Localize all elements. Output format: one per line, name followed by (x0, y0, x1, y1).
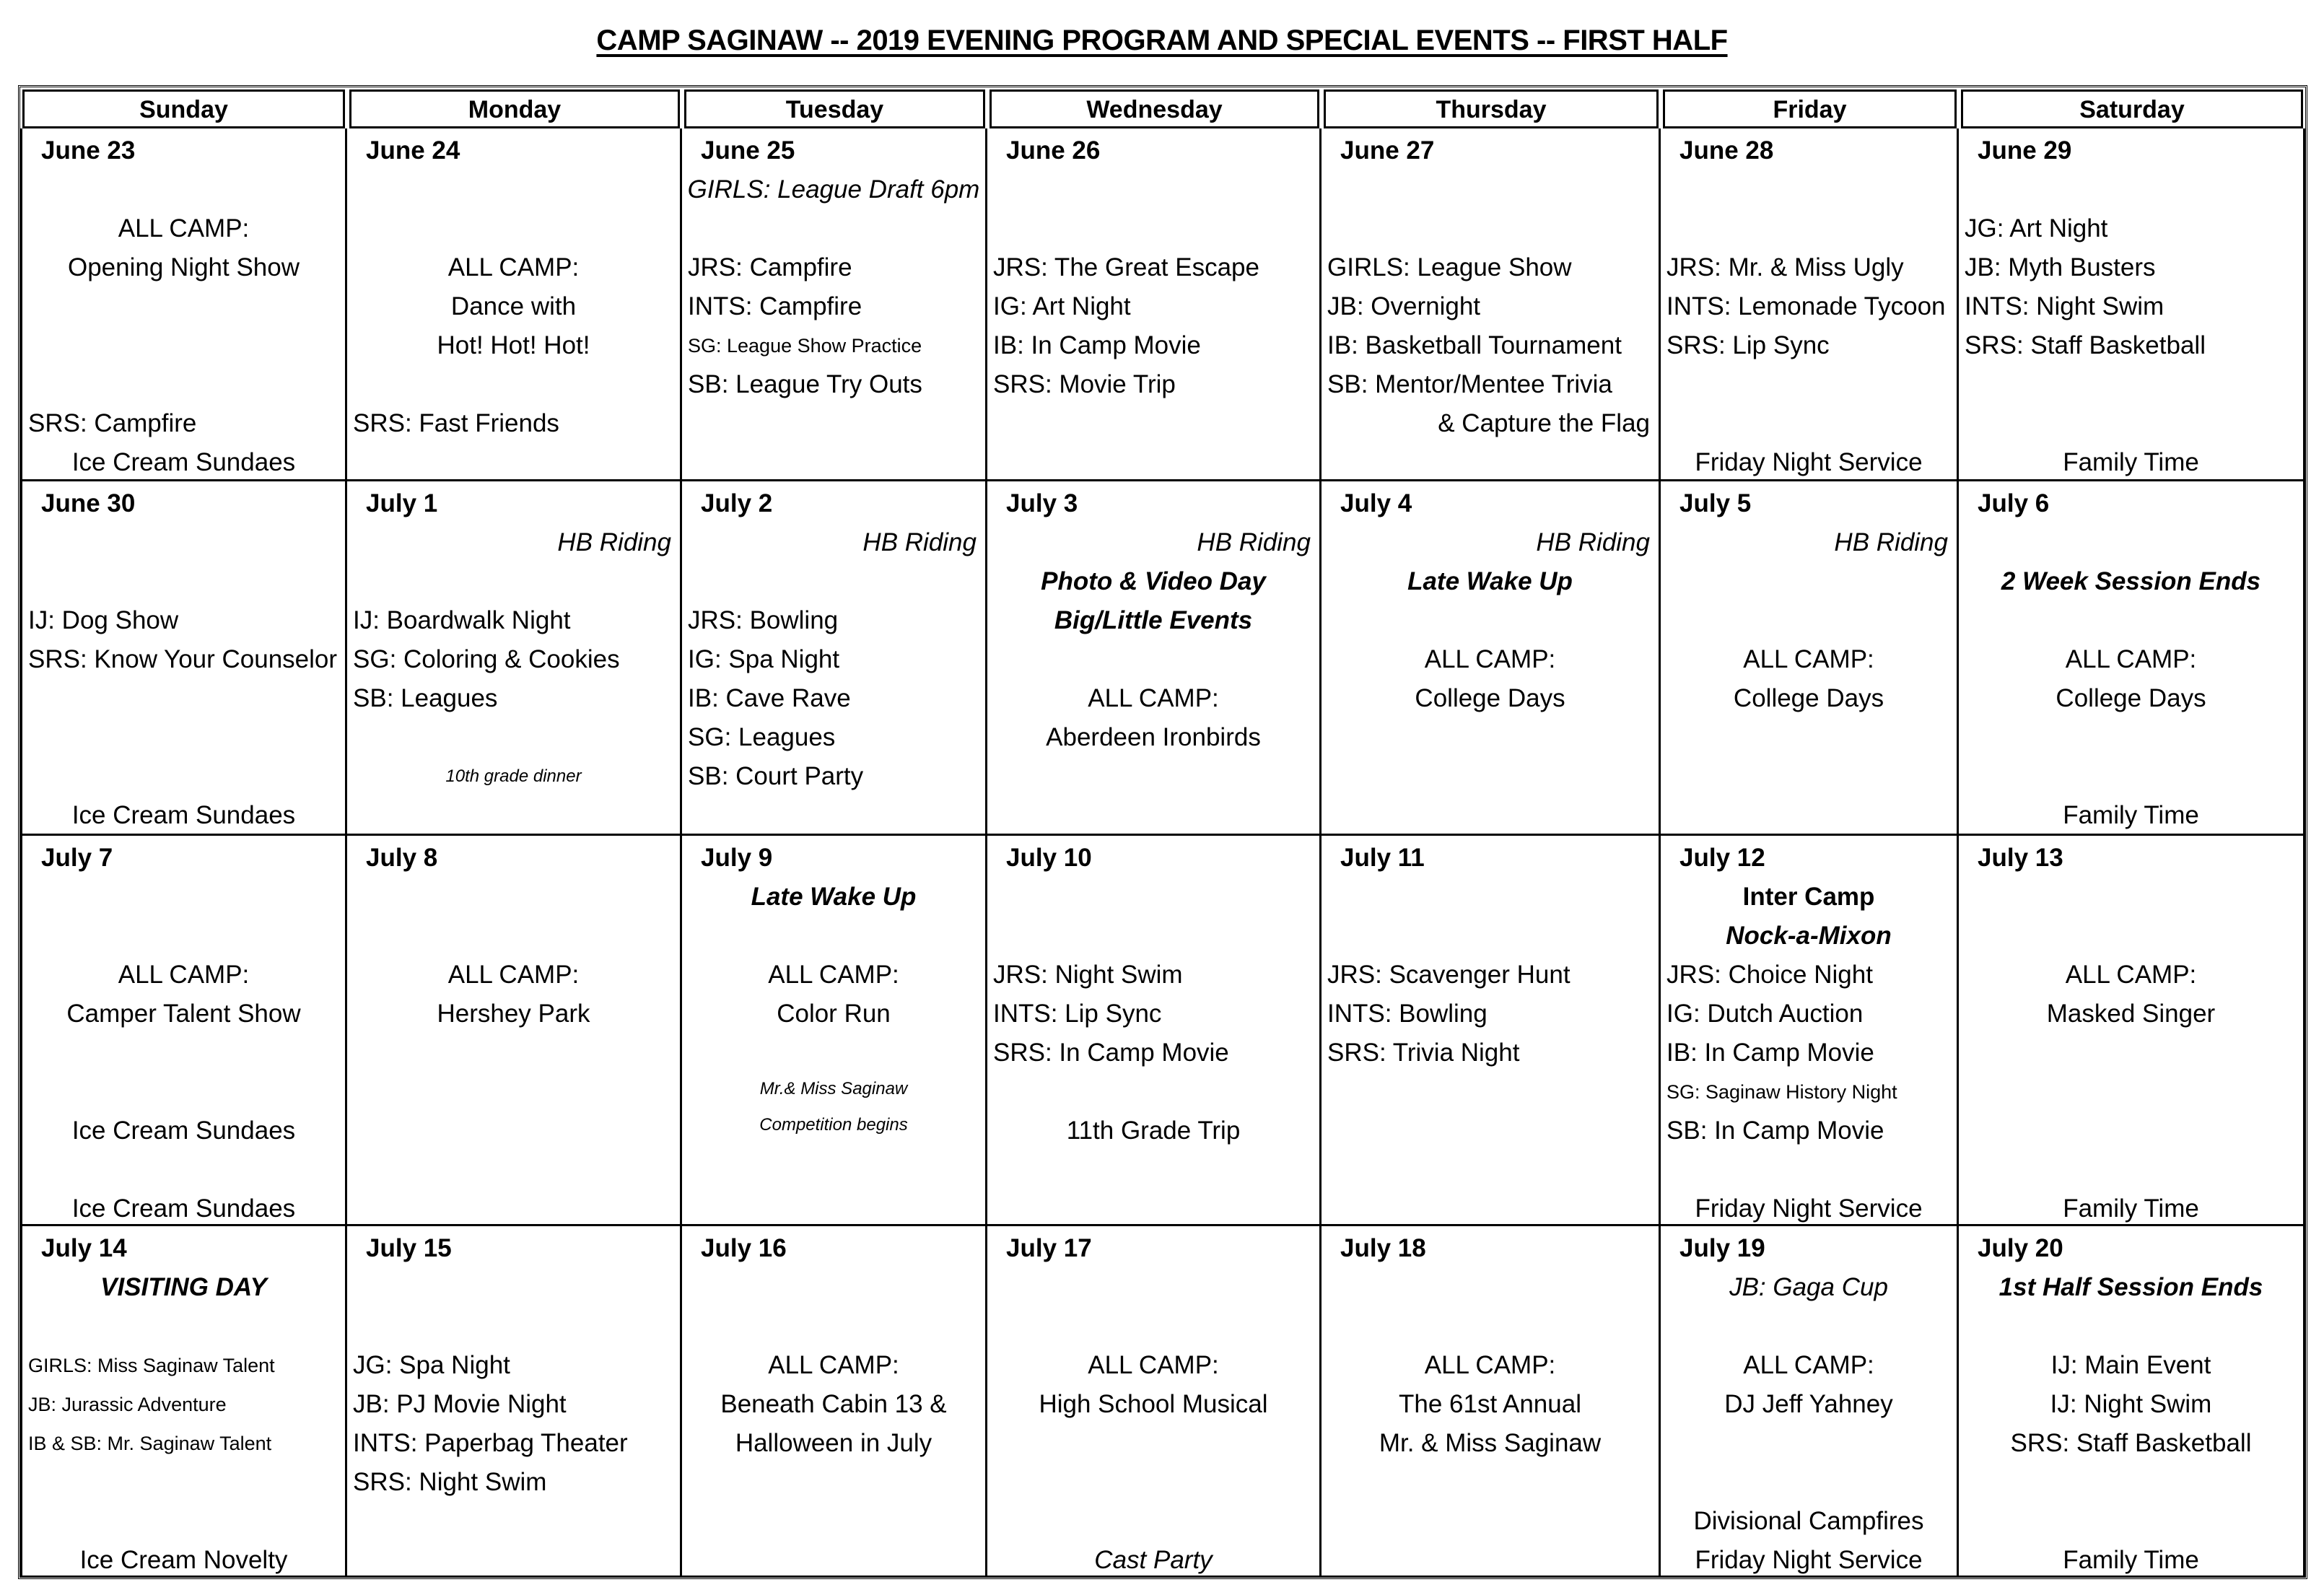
event-line: SRS: Movie Trip (993, 370, 1176, 398)
day-cell (1322, 481, 1661, 836)
event-line: HB Riding (557, 528, 671, 556)
event-line: HB Riding (1197, 528, 1311, 556)
event-line: Family Time (2063, 801, 2199, 829)
day-cell (1322, 128, 1661, 481)
event-line: Inter Camp (1742, 883, 1875, 911)
event-line: SB: Mentor/Mentee Trivia (1327, 370, 1612, 398)
day-cell (347, 128, 682, 481)
event-line: Ice Cream Sundaes (71, 801, 296, 829)
event-line: INTS: Campfire (688, 292, 862, 320)
event-line: IB: Cave Rave (688, 684, 851, 712)
event-line: SRS: Fast Friends (353, 409, 559, 437)
event-line: The 61st Annual (1399, 1390, 1581, 1418)
event-line: JRS: Mr. & Miss Ugly (1666, 253, 1904, 281)
event-line: Hershey Park (437, 1000, 590, 1028)
event-line: Beneath Cabin 13 & (720, 1390, 947, 1418)
day-header-saturday: Saturday (1961, 89, 2303, 128)
day-cell (1661, 836, 1959, 1226)
event-line: ALL CAMP: (2065, 961, 2197, 989)
day-cell (20, 128, 347, 481)
day-header-monday: Monday (349, 89, 680, 128)
day-header-sunday: Sunday (22, 89, 345, 128)
event-line: ALL CAMP: (2065, 645, 2197, 673)
day-cell (682, 128, 987, 481)
event-line: SRS: Staff Basketball (1965, 331, 2206, 359)
day-date: June 26 (1006, 136, 1101, 165)
event-line: Opening Night Show (67, 253, 300, 281)
event-line: VISITING DAY (100, 1273, 267, 1301)
event-line: High School Musical (1039, 1390, 1268, 1418)
day-cell (1959, 836, 2305, 1226)
event-line: Mr. & Miss Saginaw (1379, 1429, 1602, 1457)
event-line: SB: Leagues (353, 684, 498, 712)
day-cell (682, 481, 987, 836)
day-cell (20, 481, 347, 836)
event-line: JRS: Choice Night (1666, 961, 1873, 989)
day-cell (20, 1226, 347, 1578)
day-cell (20, 836, 347, 1226)
event-line: JG: Art Night (1965, 214, 2108, 242)
day-header-tuesday: Tuesday (684, 89, 985, 128)
event-line: JRS: Scavenger Hunt (1327, 961, 1571, 989)
event-line: IJ: Main Event (2050, 1351, 2211, 1379)
event-line: SRS: Lip Sync (1666, 331, 1830, 359)
event-line: JRS: Night Swim (993, 961, 1183, 989)
event-line: ALL CAMP: (447, 253, 580, 281)
event-line: 2 Week Session Ends (2001, 567, 2261, 595)
event-line: Cast Party (1094, 1546, 1213, 1574)
event-line: SRS: Trivia Night (1327, 1039, 1520, 1067)
event-line: Camper Talent Show (66, 1000, 301, 1028)
event-line: SRS: In Camp Movie (993, 1039, 1229, 1067)
event-line: SRS: Night Swim (353, 1468, 547, 1496)
event-line: JRS: Bowling (688, 606, 839, 634)
event-line: Mr.& Miss Saginaw (759, 1079, 908, 1098)
event-line: ALL CAMP: (447, 961, 580, 989)
event-line: IG: Dutch Auction (1666, 1000, 1864, 1028)
event-line: Masked Singer (2046, 1000, 2216, 1028)
event-line: ALL CAMP: (768, 1351, 899, 1379)
event-line: JB: Overnight (1327, 292, 1481, 320)
day-date: June 30 (41, 489, 136, 517)
event-line: IJ: Dog Show (28, 606, 179, 634)
event-line: Ice Cream Sundaes (71, 1116, 296, 1145)
event-line: Nock-a-Mixon (1726, 922, 1892, 950)
day-date: July 8 (366, 844, 438, 872)
event-line: JB: Gaga Cup (1729, 1273, 1888, 1301)
event-line: SRS: Staff Basketball (2010, 1429, 2252, 1457)
event-line: HB Riding (862, 528, 977, 556)
event-line: INTS: Night Swim (1965, 292, 2164, 320)
event-line: Photo & Video Day (1041, 567, 1266, 595)
event-line: IG: Art Night (993, 292, 1131, 320)
event-line: INTS: Bowling (1327, 1000, 1488, 1028)
event-line: Friday Night Service (1695, 1546, 1923, 1574)
event-line: Competition begins (759, 1114, 908, 1135)
event-line: HB Riding (1536, 528, 1650, 556)
day-date: June 29 (1978, 136, 2072, 165)
event-line: JB: Jurassic Adventure (28, 1394, 227, 1415)
event-line: IB & SB: Mr. Saginaw Talent (28, 1433, 272, 1454)
event-line: IB: Basketball Tournament (1327, 331, 1622, 359)
event-line: ALL CAMP: (1424, 645, 1556, 673)
event-line: IB: In Camp Movie (1666, 1039, 1874, 1067)
day-date: July 5 (1679, 489, 1752, 517)
page-title: CAMP SAGINAW -- 2019 EVENING PROGRAM AND SPECIAL EVENTS -- FIRST HALF (596, 25, 1728, 56)
day-cell (987, 1226, 1322, 1578)
day-cell (1959, 1226, 2305, 1578)
day-date: July 10 (1006, 844, 1092, 872)
day-date: June 28 (1679, 136, 1774, 165)
event-line: ALL CAMP: (1088, 1351, 1219, 1379)
day-date: July 16 (701, 1234, 787, 1262)
event-line: Friday Night Service (1695, 448, 1923, 476)
event-line: Family Time (2063, 1546, 2199, 1574)
event-line: College Days (1415, 684, 1565, 712)
event-line: SB: Court Party (688, 762, 864, 790)
event-line: ALL CAMP: (1743, 1351, 1874, 1379)
event-line: IJ: Boardwalk Night (353, 606, 571, 634)
day-cell (1959, 481, 2305, 836)
event-line: Hot! Hot! Hot! (437, 331, 590, 359)
event-line: DJ Jeff Yahney (1724, 1390, 1893, 1418)
event-line: 1st Half Session Ends (1998, 1273, 2263, 1301)
event-line: College Days (2056, 684, 2206, 712)
event-line: Divisional Campfires (1693, 1507, 1924, 1535)
event-line: 11th Grade Trip (1066, 1116, 1241, 1145)
event-line: Dance with (450, 292, 577, 320)
event-line: 10th grade dinner (445, 766, 582, 786)
event-line: Friday Night Service (1695, 1194, 1923, 1223)
event-line: ALL CAMP: (768, 961, 899, 989)
day-date: July 6 (1978, 489, 2050, 517)
day-cell (347, 836, 682, 1226)
event-line: ALL CAMP: (1743, 645, 1874, 673)
event-line: GIRLS: League Show (1327, 253, 1572, 281)
event-line: SG: Saginaw History Night (1666, 1081, 1897, 1103)
event-line: SRS: Campfire (28, 409, 197, 437)
event-line: ALL CAMP: (118, 961, 250, 989)
event-line: SB: League Try Outs (688, 370, 922, 398)
day-date: July 7 (41, 844, 113, 872)
day-date: June 23 (41, 136, 136, 165)
event-line: SG: Coloring & Cookies (353, 645, 620, 673)
event-line: HB Riding (1834, 528, 1948, 556)
day-date: June 24 (366, 136, 460, 165)
event-line: Family Time (2063, 1194, 2199, 1223)
day-date: July 19 (1679, 1234, 1765, 1262)
event-line: JB: Myth Busters (1965, 253, 2156, 281)
day-cell (1661, 481, 1959, 836)
day-cell (1959, 128, 2305, 481)
event-line: IB: In Camp Movie (993, 331, 1201, 359)
day-date: July 17 (1006, 1234, 1092, 1262)
event-line: JRS: Campfire (688, 253, 852, 281)
event-line: Late Wake Up (751, 883, 917, 911)
day-cell (1322, 1226, 1661, 1578)
event-line: Ice Cream Novelty (79, 1546, 288, 1574)
event-line: Big/Little Events (1054, 606, 1253, 634)
event-line: Halloween in July (735, 1429, 932, 1457)
day-cell (987, 481, 1322, 836)
event-line: INTS: Paperbag Theater (353, 1429, 628, 1457)
event-line: SRS: Know Your Counselor (28, 645, 338, 673)
event-line: IJ: Night Swim (2050, 1390, 2212, 1418)
day-cell (682, 1226, 987, 1578)
event-line: INTS: Lip Sync (993, 1000, 1162, 1028)
day-date: July 18 (1340, 1234, 1426, 1262)
day-date: July 13 (1978, 844, 2063, 872)
day-date: July 15 (366, 1234, 452, 1262)
event-line: GIRLS: Miss Saginaw Talent (28, 1355, 275, 1376)
event-line: IG: Spa Night (688, 645, 840, 673)
day-header-wednesday: Wednesday (990, 89, 1319, 128)
event-line: SB: In Camp Movie (1666, 1116, 1884, 1145)
day-cell (682, 836, 987, 1226)
event-line: ALL CAMP: (1088, 684, 1219, 712)
event-line: ALL CAMP: (118, 214, 250, 242)
day-date: July 12 (1679, 844, 1765, 872)
day-date: July 20 (1978, 1234, 2063, 1262)
event-line: Ice Cream Sundaes (71, 1194, 296, 1223)
event-line: JB: PJ Movie Night (353, 1390, 567, 1418)
day-date: June 27 (1340, 136, 1435, 165)
day-date: July 1 (366, 489, 438, 517)
event-line: & Capture the Flag (1438, 409, 1650, 437)
event-line: Color Run (777, 1000, 891, 1028)
day-date: July 4 (1340, 489, 1412, 517)
event-line: SG: Leagues (688, 723, 836, 751)
day-date: June 25 (701, 136, 795, 165)
event-line: INTS: Lemonade Tycoon (1666, 292, 1946, 320)
day-cell (987, 836, 1322, 1226)
day-cell (1661, 128, 1959, 481)
day-cell (1322, 836, 1661, 1226)
day-header-friday: Friday (1663, 89, 1957, 128)
event-line: Ice Cream Sundaes (71, 448, 296, 476)
day-date: July 11 (1340, 844, 1425, 872)
event-line: Family Time (2063, 448, 2199, 476)
day-cell (347, 481, 682, 836)
day-date: July 3 (1006, 489, 1078, 517)
event-line: Aberdeen Ironbirds (1046, 723, 1261, 751)
day-cell (987, 128, 1322, 481)
day-date: July 9 (701, 844, 773, 872)
day-date: July 14 (41, 1234, 127, 1262)
event-line: Late Wake Up (1407, 567, 1573, 595)
event-line: JRS: The Great Escape (993, 253, 1259, 281)
event-line: College Days (1733, 684, 1884, 712)
day-date: July 2 (701, 489, 773, 517)
day-header-thursday: Thursday (1324, 89, 1659, 128)
day-cell (1661, 1226, 1959, 1578)
event-line: SG: League Show Practice (688, 335, 922, 357)
event-line: GIRLS: League Draft 6pm (687, 175, 980, 204)
day-cell (347, 1226, 682, 1578)
event-line: ALL CAMP: (1424, 1351, 1556, 1379)
event-line: JG: Spa Night (353, 1351, 510, 1379)
